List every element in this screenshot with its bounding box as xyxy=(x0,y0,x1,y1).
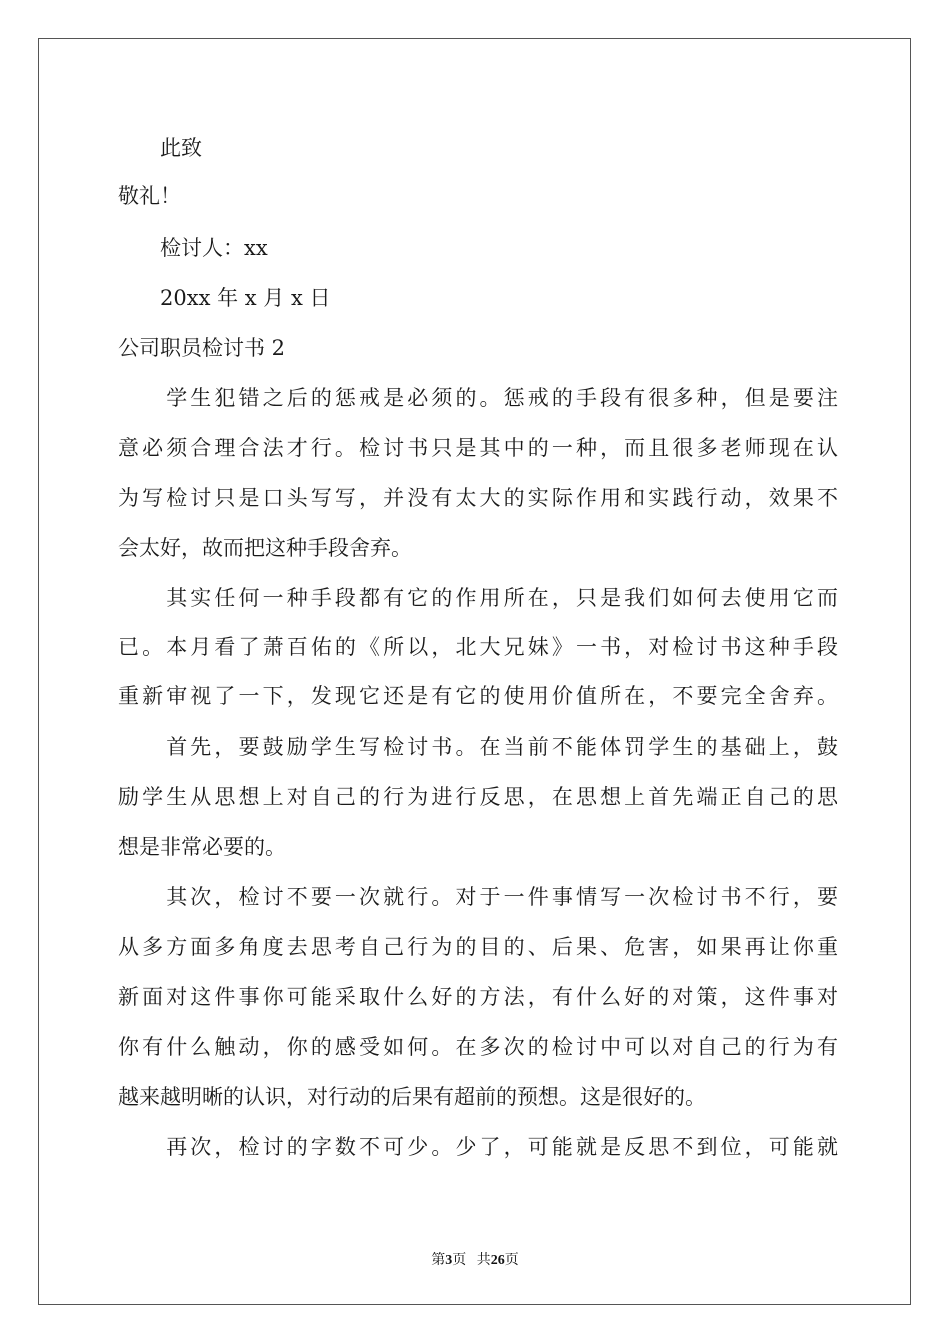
paragraph-line: 从多方面多角度去思考自己行为的目的、后果、危害，如果再让你重 xyxy=(118,935,838,959)
total-suffix: 页 xyxy=(504,1253,519,1268)
current-page-number: 3 xyxy=(445,1253,453,1268)
salutation: 敬礼！ xyxy=(118,184,181,208)
total-page-count: 26 xyxy=(490,1253,505,1268)
paragraph-line: 首先，要鼓励学生写检讨书。在当前不能体罚学生的基础上，鼓 xyxy=(118,735,838,759)
signature-date: 20xx 年 x 月 x 日 xyxy=(118,286,331,310)
paragraph-line: 重新审视了一下，发现它还是有它的使用价值所在，不要完全舍弃。 xyxy=(118,684,838,708)
paragraph-line: 意必须合理合法才行。检讨书只是其中的一种，而且很多老师现在认 xyxy=(118,436,838,460)
paragraph-line: 学生犯错之后的惩戒是必须的。惩戒的手段有很多种，但是要注 xyxy=(118,386,838,410)
page-border xyxy=(38,38,911,1305)
paragraph-line: 其实任何一种手段都有它的作用所在，只是我们如何去使用它而 xyxy=(118,586,838,610)
paragraph-line: 想是非常必要的。 xyxy=(118,835,286,859)
paragraph-line: 其次，检讨不要一次就行。对于一件事情写一次检讨书不行，要 xyxy=(118,885,838,909)
page-footer xyxy=(0,1249,950,1269)
paragraph-line: 会太好，故而把这种手段舍弃。 xyxy=(118,536,412,560)
paragraph-line: 再次，检讨的字数不可少。少了，可能就是反思不到位，可能就 xyxy=(118,1135,838,1159)
paragraph-line: 为写检讨只是口头写写，并没有太大的实际作用和实践行动，效果不 xyxy=(118,486,838,510)
paragraph-line: 励学生从思想上对自己的行为进行反思，在思想上首先端正自己的思 xyxy=(118,785,838,809)
paragraph-line: 新面对这件事你可能采取什么好的方法，有什么好的对策，这件事对 xyxy=(118,985,838,1009)
paragraph-line: 越来越明晰的认识，对行动的后果有超前的预想。这是很好的。 xyxy=(118,1085,706,1109)
signature-author: 检讨人：xx xyxy=(118,236,268,260)
paragraph-line: 已。本月看了萧百佑的《所以，北大兄妹》一书，对检讨书这种手段 xyxy=(118,635,838,659)
page-prefix: 第 xyxy=(431,1253,446,1268)
paragraph-line: 你有什么触动，你的感受如何。在多次的检讨中可以对自己的行为有 xyxy=(118,1035,838,1059)
closing-phrase: 此致 xyxy=(118,136,202,160)
page-suffix: 页 xyxy=(452,1253,467,1268)
total-prefix: 共 xyxy=(476,1253,491,1268)
section-heading: 公司职员检讨书 2 xyxy=(118,336,286,360)
